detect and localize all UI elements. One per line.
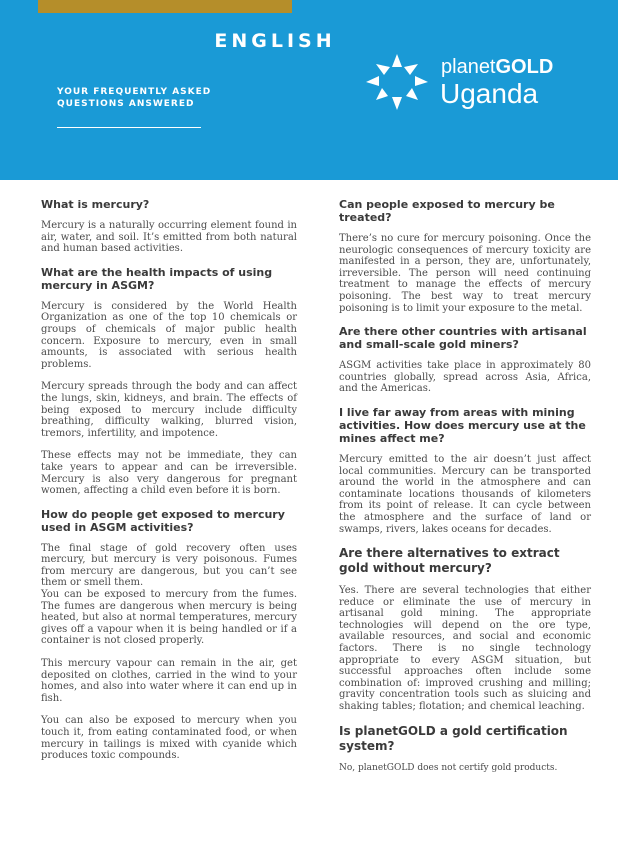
faq-answer-paragraph: This mercury vapour can remain in the air, get deposited on clothes, carried in the wind to your homes, and also into water where it can end up in fish. [41, 658, 297, 704]
faq-answer-paragraph: The final stage of gold recovery often uses mercury, but mercury is very poisonous. Fumes from mercury are dangerous, but you can’t see them or smell them. [41, 542, 297, 589]
faq-question: Can people exposed to mercury be treated? [339, 198, 555, 224]
right-column [339, 198, 591, 785]
faq-answer-paragraph: Mercury spreads through the body and can affect the lungs, skin, kidneys, and brain. The effects of being exposed to mercury include difficulty breathing, difficulty walking, blurred vision, tremors, infertility, and impotence. [41, 381, 297, 439]
header-banner [0, 0, 618, 180]
language-label: ENGLISH [214, 30, 336, 52]
faq-answer-paragraph: ASGM activities take place in approximately 80 countries globally, spread across Asia, Africa, and the Americas. [339, 360, 591, 395]
faq-subtitle-line-2: QUESTIONS ANSWERED [57, 99, 195, 109]
faq-question: What is mercury? [41, 198, 150, 211]
faq-answer-paragraph: These effects may not be immediate, they can take years to appear and can be irreversible. Mercury is also very dangerous for pregnant women, affecting a child even before it is born. [41, 450, 297, 497]
logo-wordmark [441, 56, 553, 79]
faq-answer-paragraph: Mercury emitted to the air doesn’t just affect local communities. Mercury can be transported around the world in the atmosphere and can contaminate locations thousands of kilometers from its point of release. It can cycle between the atmosphere and the surface of land or swamps, rivers, lakes oceans for decades. [339, 453, 591, 535]
faq-answer-paragraph: You can also be exposed to mercury when you touch it, from eating contaminated food, or when mercury in tailings is mixed with cyanide which produces toxic compounds. [41, 715, 297, 762]
faq-question: How do people get exposed to mercury used in ASGM activities? [41, 507, 285, 534]
faq-question: Are there other countries with artisanal and small-scale gold miners? [339, 325, 587, 352]
logo-wordmark-light: planet [441, 56, 496, 78]
faq-question: What are the health impacts of using mercury in ASGM? [41, 265, 273, 292]
faq-answer-paragraph: You can be exposed to mercury from the fumes. The fumes are dangerous when mercury is being heated, but also at normal temperatures, mercury gives off a vapour when it is being handled or if a container is not closed properly. [41, 589, 297, 647]
faq-answer-paragraph: Yes. There are several technologies that either reduce or eliminate the use of mercury in artisanal gold mining. The appropriate technologies will depend on the ore type, available resources, and social and economic factors. There is no single technology appropriate to every ASGM situation, but successful approaches often include some combination of: improved crushing and milling; gravity concentration tools such as sluicing and shaking tables; flotation; and chemical leaching. [339, 585, 591, 713]
logo-wordmark-bold: GOLD [495, 56, 554, 78]
faq-answer-paragraph: There’s no cure for mercury poisoning. Once the neurologic consequences of mercury toxicity are manifested in a person, they are, unfortunately, irreversible. The person will need continuing treatment to manage the effects of mercury poisoning. The best way to treat mercury poisoning is to limit your exposure to the metal. [339, 233, 591, 314]
faq-subtitle-line-1: YOUR FREQUENTLY ASKED [57, 87, 212, 97]
faq-answer-paragraph: Mercury is considered by the World Health Organization as one of the top 10 chemicals or groups of chemicals of major public health concern. Exposure to mercury, even in small amounts, is associated with serious health problems. [41, 300, 297, 370]
gold-accent-bar [38, 0, 292, 13]
faq-question: Are there alternatives to extract gold without mercury? [339, 546, 560, 576]
faq-question: I live far away from areas with mining activities. How does mercury use at the mines affect me? [339, 405, 586, 445]
faq-subtitle [57, 86, 257, 110]
faq-answer-paragraph: Mercury is a naturally occurring element found in air, water, and soil. It’s emitted from both natural and human based activities. [41, 220, 297, 255]
planetgold-logo [366, 48, 586, 114]
faq-question: Is planetGOLD a gold certification system? [339, 723, 568, 753]
subtitle-underline [57, 127, 201, 128]
faq-answer-paragraph: No, planetGOLD does not certify gold products. [339, 762, 558, 773]
planetgold-emblem-icon [366, 54, 428, 110]
logo-country: Uganda [440, 78, 539, 109]
left-column [41, 198, 297, 773]
